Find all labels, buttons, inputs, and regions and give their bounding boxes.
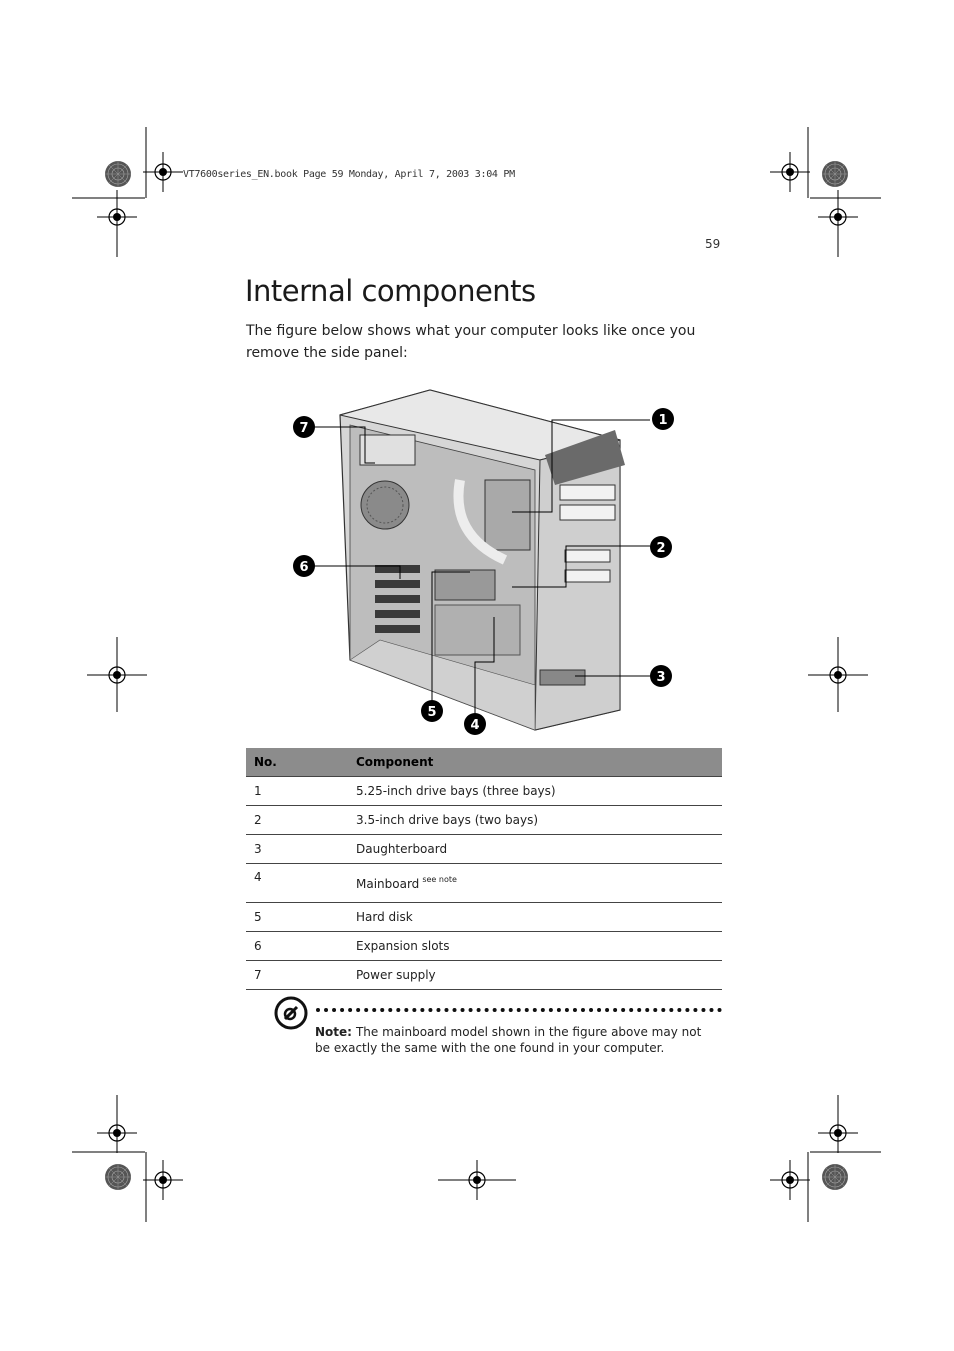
callout-5 <box>421 700 443 722</box>
table-row <box>246 777 722 806</box>
row-component-cell <box>348 864 722 903</box>
note-block <box>315 1024 715 1056</box>
components-table <box>246 748 722 990</box>
callout-2 <box>650 536 672 558</box>
note-divider <box>316 1008 722 1012</box>
svg-text:2: 2 <box>656 541 666 556</box>
table-row <box>246 932 722 961</box>
see-note-superscript: see note <box>422 875 457 884</box>
note-body: The mainboard model shown in the figure above may not be exactly the same with the one found in your computer. <box>315 1025 702 1055</box>
column-header-no: No. <box>246 748 348 777</box>
row-component: 5.25-inch drive bays (three bays) <box>348 777 722 806</box>
note-label: Note: <box>315 1025 352 1039</box>
svg-text:1: 1 <box>658 413 668 428</box>
print-header: VT7600series_EN.book Page 59 Monday, April 7, 2003 3:04 PM <box>183 169 515 180</box>
row-component: Mainboard <box>356 877 420 891</box>
page-number: 59 <box>705 237 721 251</box>
row-component: Daughterboard <box>348 835 722 864</box>
row-component: 3.5-inch drive bays (two bays) <box>348 806 722 835</box>
svg-text:7: 7 <box>299 421 309 436</box>
row-number: 6 <box>246 932 348 961</box>
row-number: 1 <box>246 777 348 806</box>
row-number: 5 <box>246 903 348 932</box>
column-header-component: Component <box>348 748 722 777</box>
table-row <box>246 806 722 835</box>
computer-internals-figure <box>290 385 680 740</box>
svg-text:4: 4 <box>470 718 480 733</box>
callout-6 <box>293 555 315 577</box>
page-title: Internal components <box>245 274 536 308</box>
computer-case-illustration <box>340 390 625 730</box>
table-row <box>246 864 722 903</box>
row-component: Expansion slots <box>348 932 722 961</box>
svg-text:5: 5 <box>427 705 437 720</box>
row-number: 2 <box>246 806 348 835</box>
row-component: Hard disk <box>348 903 722 932</box>
table-row <box>246 835 722 864</box>
table-row <box>246 961 722 990</box>
table-row <box>246 903 722 932</box>
svg-text:3: 3 <box>656 670 666 685</box>
svg-text:6: 6 <box>299 560 309 575</box>
callout-3 <box>650 665 672 687</box>
row-number: 4 <box>246 864 348 903</box>
row-number: 7 <box>246 961 348 990</box>
row-number: 3 <box>246 835 348 864</box>
row-component: Power supply <box>348 961 722 990</box>
callout-1 <box>652 408 674 430</box>
callout-7 <box>293 416 315 438</box>
table-header-row <box>246 748 722 777</box>
callout-4 <box>464 713 486 735</box>
note-icon <box>273 995 309 1031</box>
intro-paragraph: The figure below shows what your computer looks like once you remove the side panel: <box>246 323 696 361</box>
